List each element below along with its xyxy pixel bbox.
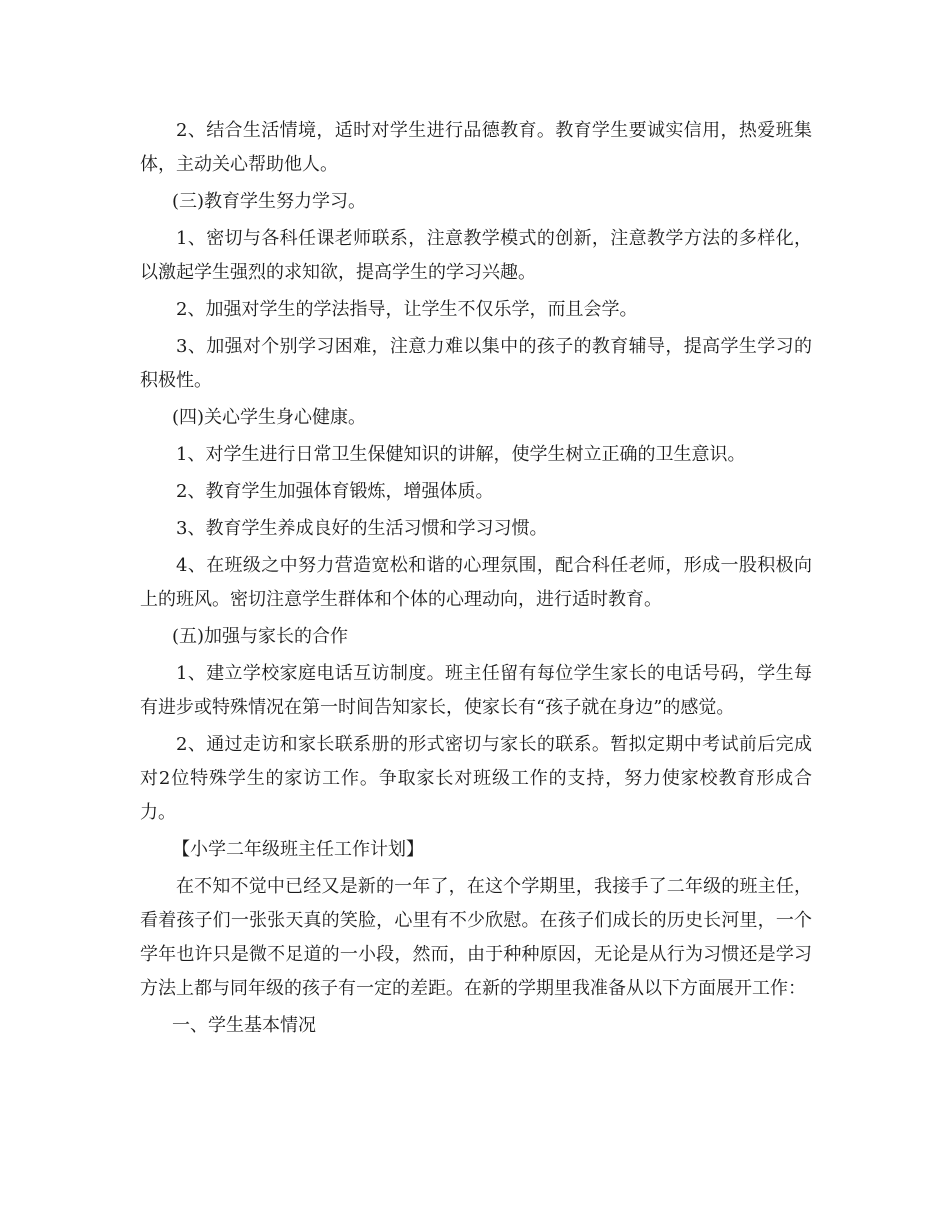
paragraph-study-guidance: 2、加强对学生的学法指导，让学生不仅乐学，而且会学。 — [176, 299, 638, 320]
paragraph-class-atmosphere: 4、在班级之中努力营造宽松和谐的心理氛围，配合科任老师，形成一股积极向上的班风。密切注意学生群体和个体的心理动向，进行适时教育。 — [140, 555, 812, 610]
paragraph-teacher-contact: 1、密切与各科任课老师联系，注意教学模式的创新，注意教学方法的多样化，以激起学生强烈的求知欲，提高学生的学习兴趣。 — [140, 228, 812, 283]
paragraph-introduction: 在不知不觉中已经又是新的一年了，在这个学期里，我接手了二年级的班主任，看着孩子们一张张天真的笑脸，心里有不少欣慰。在孩子们成长的历史长河里，一个学年也许只是微不足道的一小段，然而，由于种种原因，无论是从行为习惯还是学习方法上都与同年级的孩子有一定的差距。在新的学期里我准备从以下方面展开工作： — [140, 876, 812, 999]
section-heading-parents: (五)加强与家长的合作 — [172, 626, 349, 647]
paragraph-home-visits: 2、通过走访和家长联系册的形式密切与家长的联系。暂拟定期中考试前后完成对2位特殊学生的家访工作。争取家长对班级工作的支持，努力使家校教育形成合力。 — [140, 734, 812, 823]
plan-title: 【小学二年级班主任工作计划】 — [172, 839, 424, 860]
paragraph-phone-visits: 1、建立学校家庭电话互访制度。班主任留有每位学生家长的电话号码，学生每有进步或特殊情况在第一时间告知家长，使家长有“孩子就在身边”的感觉。 — [140, 663, 812, 718]
paragraph-habits: 3、教育学生养成良好的生活习惯和学习习惯。 — [176, 518, 548, 539]
document-body — [140, 114, 812, 1046]
paragraph-hygiene: 1、对学生进行日常卫生保健知识的讲解，使学生树立正确的卫生意识。 — [176, 444, 746, 465]
section-heading-study: (三)教育学生努力学习。 — [172, 191, 367, 212]
section-heading-health: (四)关心学生身心健康。 — [172, 407, 367, 428]
section-heading-student-situation: 一、学生基本情况 — [172, 1015, 316, 1036]
paragraph-exercise: 2、教育学生加强体育锻炼，增强体质。 — [176, 481, 494, 502]
paragraph-moral-education: 2、结合生活情境，适时对学生进行品德教育。教育学生要诚实信用，热爱班集体，主动关心帮助他人。 — [140, 120, 812, 175]
paragraph-individual-tutoring: 3、加强对个别学习困难，注意力难以集中的孩子的教育辅导，提高学生学习的积极性。 — [140, 336, 812, 391]
